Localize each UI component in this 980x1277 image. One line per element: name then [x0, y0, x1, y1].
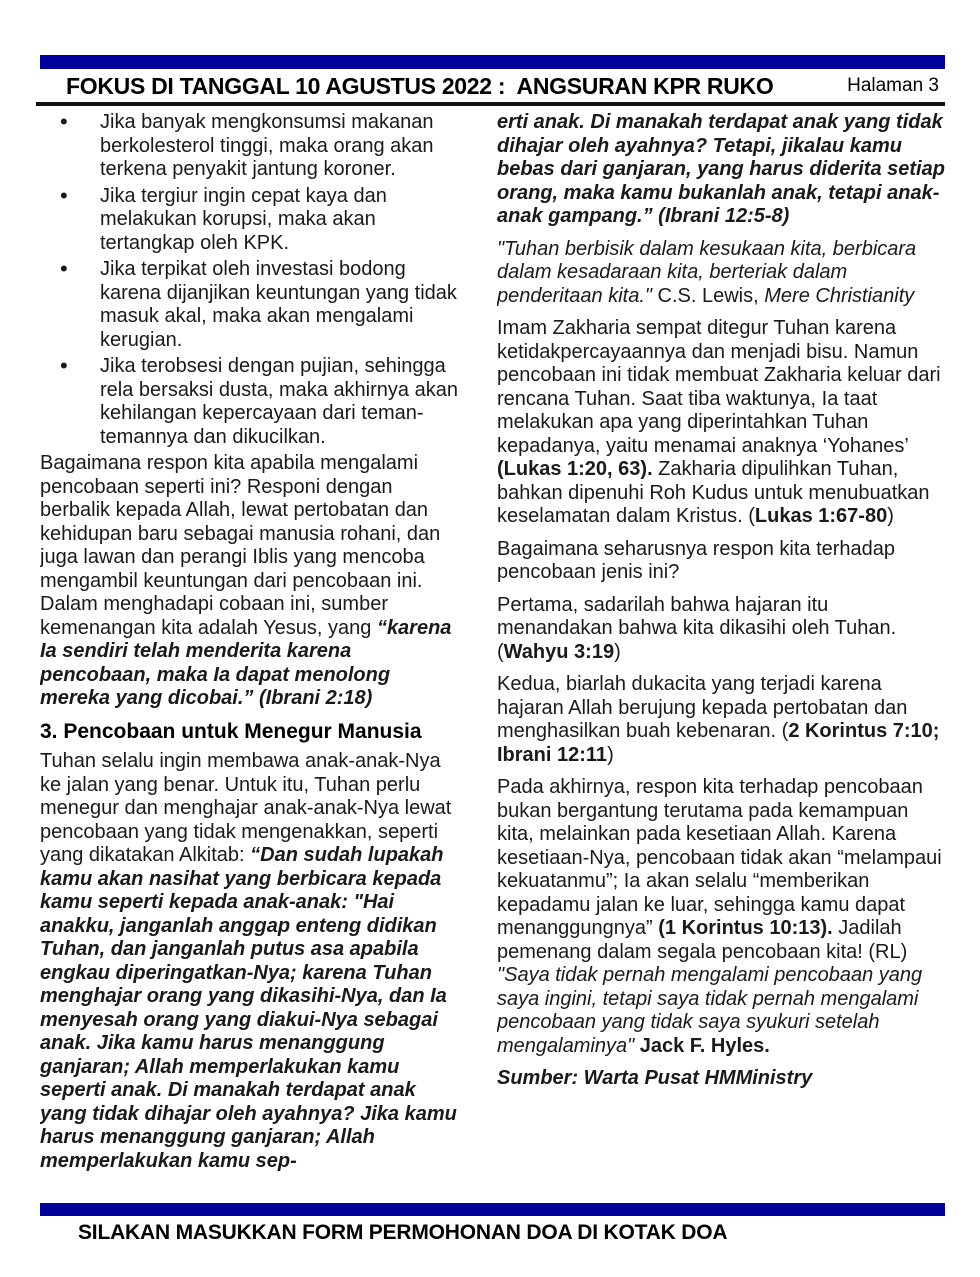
- page-number: Halaman 3: [847, 75, 939, 96]
- footer-accent-bar: [40, 1203, 945, 1216]
- paragraph: [497, 238, 945, 309]
- text-run: "Tuhan berbisik dalam kesukaan kita, berbicara dalam kesadaraan kita, berteriak dalam penderitaan kita.": [497, 237, 917, 307]
- bullet-item: • Jika terpikat oleh investasi bodong karena dijanjikan keuntungan yang tidak masuk akal, maka akan mengalami kerugian.: [40, 258, 465, 352]
- text-run: C.S. Lewis,: [651, 284, 765, 307]
- text-run: Wahyu 3:19: [503, 640, 615, 663]
- paragraph: [497, 594, 945, 665]
- text-run: (1 Korintus 10:13).: [658, 917, 833, 939]
- paragraph: [497, 538, 945, 585]
- paragraph: [497, 317, 945, 529]
- text-run: Bagaimana seharusnya respon kita terhadap pencobaan jenis ini?: [497, 537, 896, 583]
- header-accent-bar: [40, 55, 945, 69]
- section-heading: 3. Pencobaan untuk Menegur Manusia: [40, 719, 422, 743]
- text-run: erti anak. Di manakah terdapat anak yang tidak dihajar oleh ayahnya? Tetapi, jikalau kamu bebas dari ganjaran, yang harus diderita setiap orang, maka kamu bukanlah anak, tetapi anak-anak gampang.” (Ibrani 12:5-8): [497, 111, 945, 227]
- paragraph: [497, 1067, 945, 1091]
- right-column: [497, 111, 945, 1197]
- text-run: "Saya tidak pernah mengalami pencobaan yang saya ingini, tetapi saya tidak pernah mengalami pencobaan yang tidak saya syukuri setelah mengalaminya": [497, 964, 923, 1057]
- paragraph: [40, 750, 465, 1173]
- text-run: Jadilah pemenang dalam segala pencobaan kita! (RL): [497, 917, 908, 963]
- bullet-list: [40, 111, 465, 449]
- left-column: [40, 111, 465, 1197]
- article-body: [40, 111, 945, 1197]
- text-run: Kedua, biarlah dukacita yang terjadi karena hajaran Allah berujung kepada pertobatan dan menghasilkan buah kebenaran. (: [497, 673, 908, 742]
- bullet-item: • Jika tergiur ingin cepat kaya dan melakukan korupsi, maka akan tertangkap oleh KPK.: [40, 185, 465, 256]
- text-run: “karena Ia sendiri telah menderita karena pencobaan, maka Ia dapat menolong mereka yang dicobai.” (Ibrani 2:18): [40, 616, 452, 709]
- paragraph: [497, 776, 945, 1058]
- text-run: Jack F. Hyles.: [634, 1034, 770, 1057]
- text-run: Imam Zakharia sempat ditegur Tuhan karena ketidakpercayaannya dan menjadi bisu. Namun pencobaan ini tidak membuat Zakharia keluar dari rencana Tuhan. Saat tiba waktunya, Ia taat melakukan apa yang diperintahkan Tuhan kepadanya, yaitu menamai anaknya ‘Yohanes’: [497, 317, 941, 457]
- text-run: (Lukas 1:20, 63).: [497, 458, 653, 480]
- text-run: Mere Christianity: [764, 284, 915, 307]
- text-run: Bagaimana respon kita apabila mengalami pencobaan seperti ini? Responi dengan berbalik kepada Allah, lewat pertobatan dan kehidupan baru sebagai manusia rohani, dan juga lawan dan perangi Iblis yang mencoba mengambil keuntungan dari pencobaan ini. Dalam menghadapi cobaan ini, sumber kemenangan kita adalah Yesus, yang: [40, 452, 441, 639]
- text-run: Pertama, sadarilah bahwa hajaran itu menandakan bahwa kita dikasihi oleh Tuhan. (: [497, 593, 897, 663]
- text-run: ): [887, 505, 894, 527]
- text-run: Tuhan selalu ingin membawa anak-anak-Nya ke jalan yang benar. Untuk itu, Tuhan perlu menegur dan menghajar anak-anak-Nya lewat pencobaan yang tidak mengenakkan, seperti yang dikatakan Alkitab:: [40, 750, 452, 866]
- page-title: FOKUS DI TANGGAL 10 AGUSTUS 2022 : ANGSURAN KPR RUKO: [66, 72, 774, 99]
- bullet-item: • Jika terobsesi dengan pujian, sehingga rela bersaksi dusta, maka akhirnya akan kehilangan kepercayaan dari teman-temannya dan dikucilkan.: [40, 355, 465, 449]
- bullet-item: • Jika banyak mengkonsumsi makanan berkolesterol tinggi, maka orang akan terkena penyakit jantung koroner.: [40, 111, 465, 182]
- text-run: ): [607, 743, 614, 766]
- text-run: Pada akhirnya, respon kita terhadap pencobaan bukan bergantung terutama pada kemampuan kita, melainkan pada kesetiaan Allah. Karena kesetiaan-Nya, pencobaan tidak akan “melampaui kekuatanmu”; Ia akan selalu “memberikan kepadamu jalan ke luar, sehingga kamu dapat menanggungnya”: [497, 776, 942, 939]
- text-run: 2 Korintus 7:10; Ibrani 12:11: [497, 720, 940, 766]
- text-run: Sumber: Warta Pusat HMMinistry: [497, 1067, 813, 1089]
- paragraph: [497, 673, 945, 767]
- text-run: Lukas 1:67-80: [754, 505, 888, 527]
- footer-notice: SILAKAN MASUKKAN FORM PERMOHONAN DOA DI KOTAK DOA: [78, 1221, 728, 1244]
- paragraph: [497, 111, 945, 229]
- text-run: ): [614, 640, 621, 663]
- header-divider: [36, 102, 945, 106]
- text-run: “Dan sudah lupakah kamu akan nasihat yang berbicara kepada kamu seperti kepada anak-anak: "Hai anakku, janganlah anggap enteng didikan Tuhan, dan janganlah putus asa apabila engkau diperingatkan-Nya; karena Tuhan menghajar orang yang dikasihi-Nya, dan Ia menyesah orang yang diakui-Nya sebagai anak. Jika kamu harus menanggung ganjaran; Allah memperlakukan kamu seperti anak. Di manakah terdapat anak yang tidak dihajar oleh ayahnya? Jika kamu harus menanggung ganjaran; Allah memperlakukan kamu sep-: [40, 844, 457, 1172]
- page-header: [40, 70, 945, 102]
- paragraph: [40, 452, 465, 711]
- text-run: Zakharia dipulihkan Tuhan, bahkan dipenuhi Roh Kudus untuk menubuatkan keselamatan dalam Kristus. (: [497, 458, 930, 527]
